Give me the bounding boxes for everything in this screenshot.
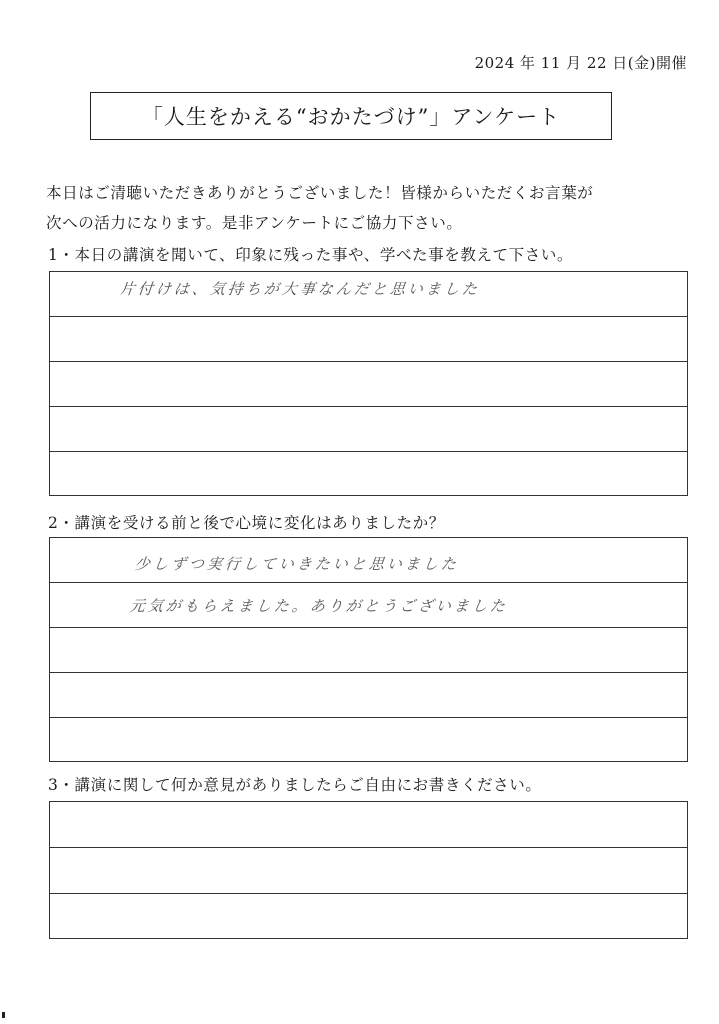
answer-line[interactable] [50,802,687,848]
answer-line[interactable] [50,848,687,894]
answer-line[interactable] [50,673,687,718]
event-date: 2024 年 11 月 22 日(金)開催 [474,54,687,72]
answer-line[interactable] [50,272,687,317]
handwritten-answer: 元気がもらえました。ありがとうございました [129,597,509,615]
answer-line[interactable] [50,628,687,673]
answer-line[interactable] [50,317,687,362]
answer-line[interactable] [50,452,687,497]
answer-line[interactable] [50,407,687,452]
answer-line[interactable] [50,894,687,940]
survey-title: 「人生をかえる“おかたづけ”」アンケート [141,105,561,129]
handwritten-answer: 片付けは、気持ちが大事なんだと思いました [119,280,481,298]
intro-line-2: 次への活力になります。是非アンケートにご協力下さい。 [46,214,463,232]
question-1-answer-box[interactable] [49,271,688,496]
handwritten-answer: 少しずつ実行していきたいと思いました [134,555,460,573]
question-1-label: 1・本日の講演を聞いて、印象に残った事や、学べた事を教えて下さい。 [48,246,574,264]
question-2-answer-box[interactable] [49,537,688,762]
answer-line[interactable] [50,538,687,583]
question-2-label: 2・講演を受ける前と後で心境に変化はありましたか？ [48,514,445,532]
scan-mark [2,1012,5,1018]
answer-line[interactable] [50,583,687,628]
answer-line[interactable] [50,362,687,407]
intro-text [46,178,686,238]
question-3-answer-box[interactable] [49,801,688,939]
survey-title-box [90,92,612,140]
question-3-label: 3・講演に関して何か意見がありましたらご自由にお書きください。 [48,776,542,794]
answer-line[interactable] [50,718,687,763]
intro-line-1: 本日はご清聴いただきありがとうございました！皆様からいただくお言葉が [46,184,594,202]
